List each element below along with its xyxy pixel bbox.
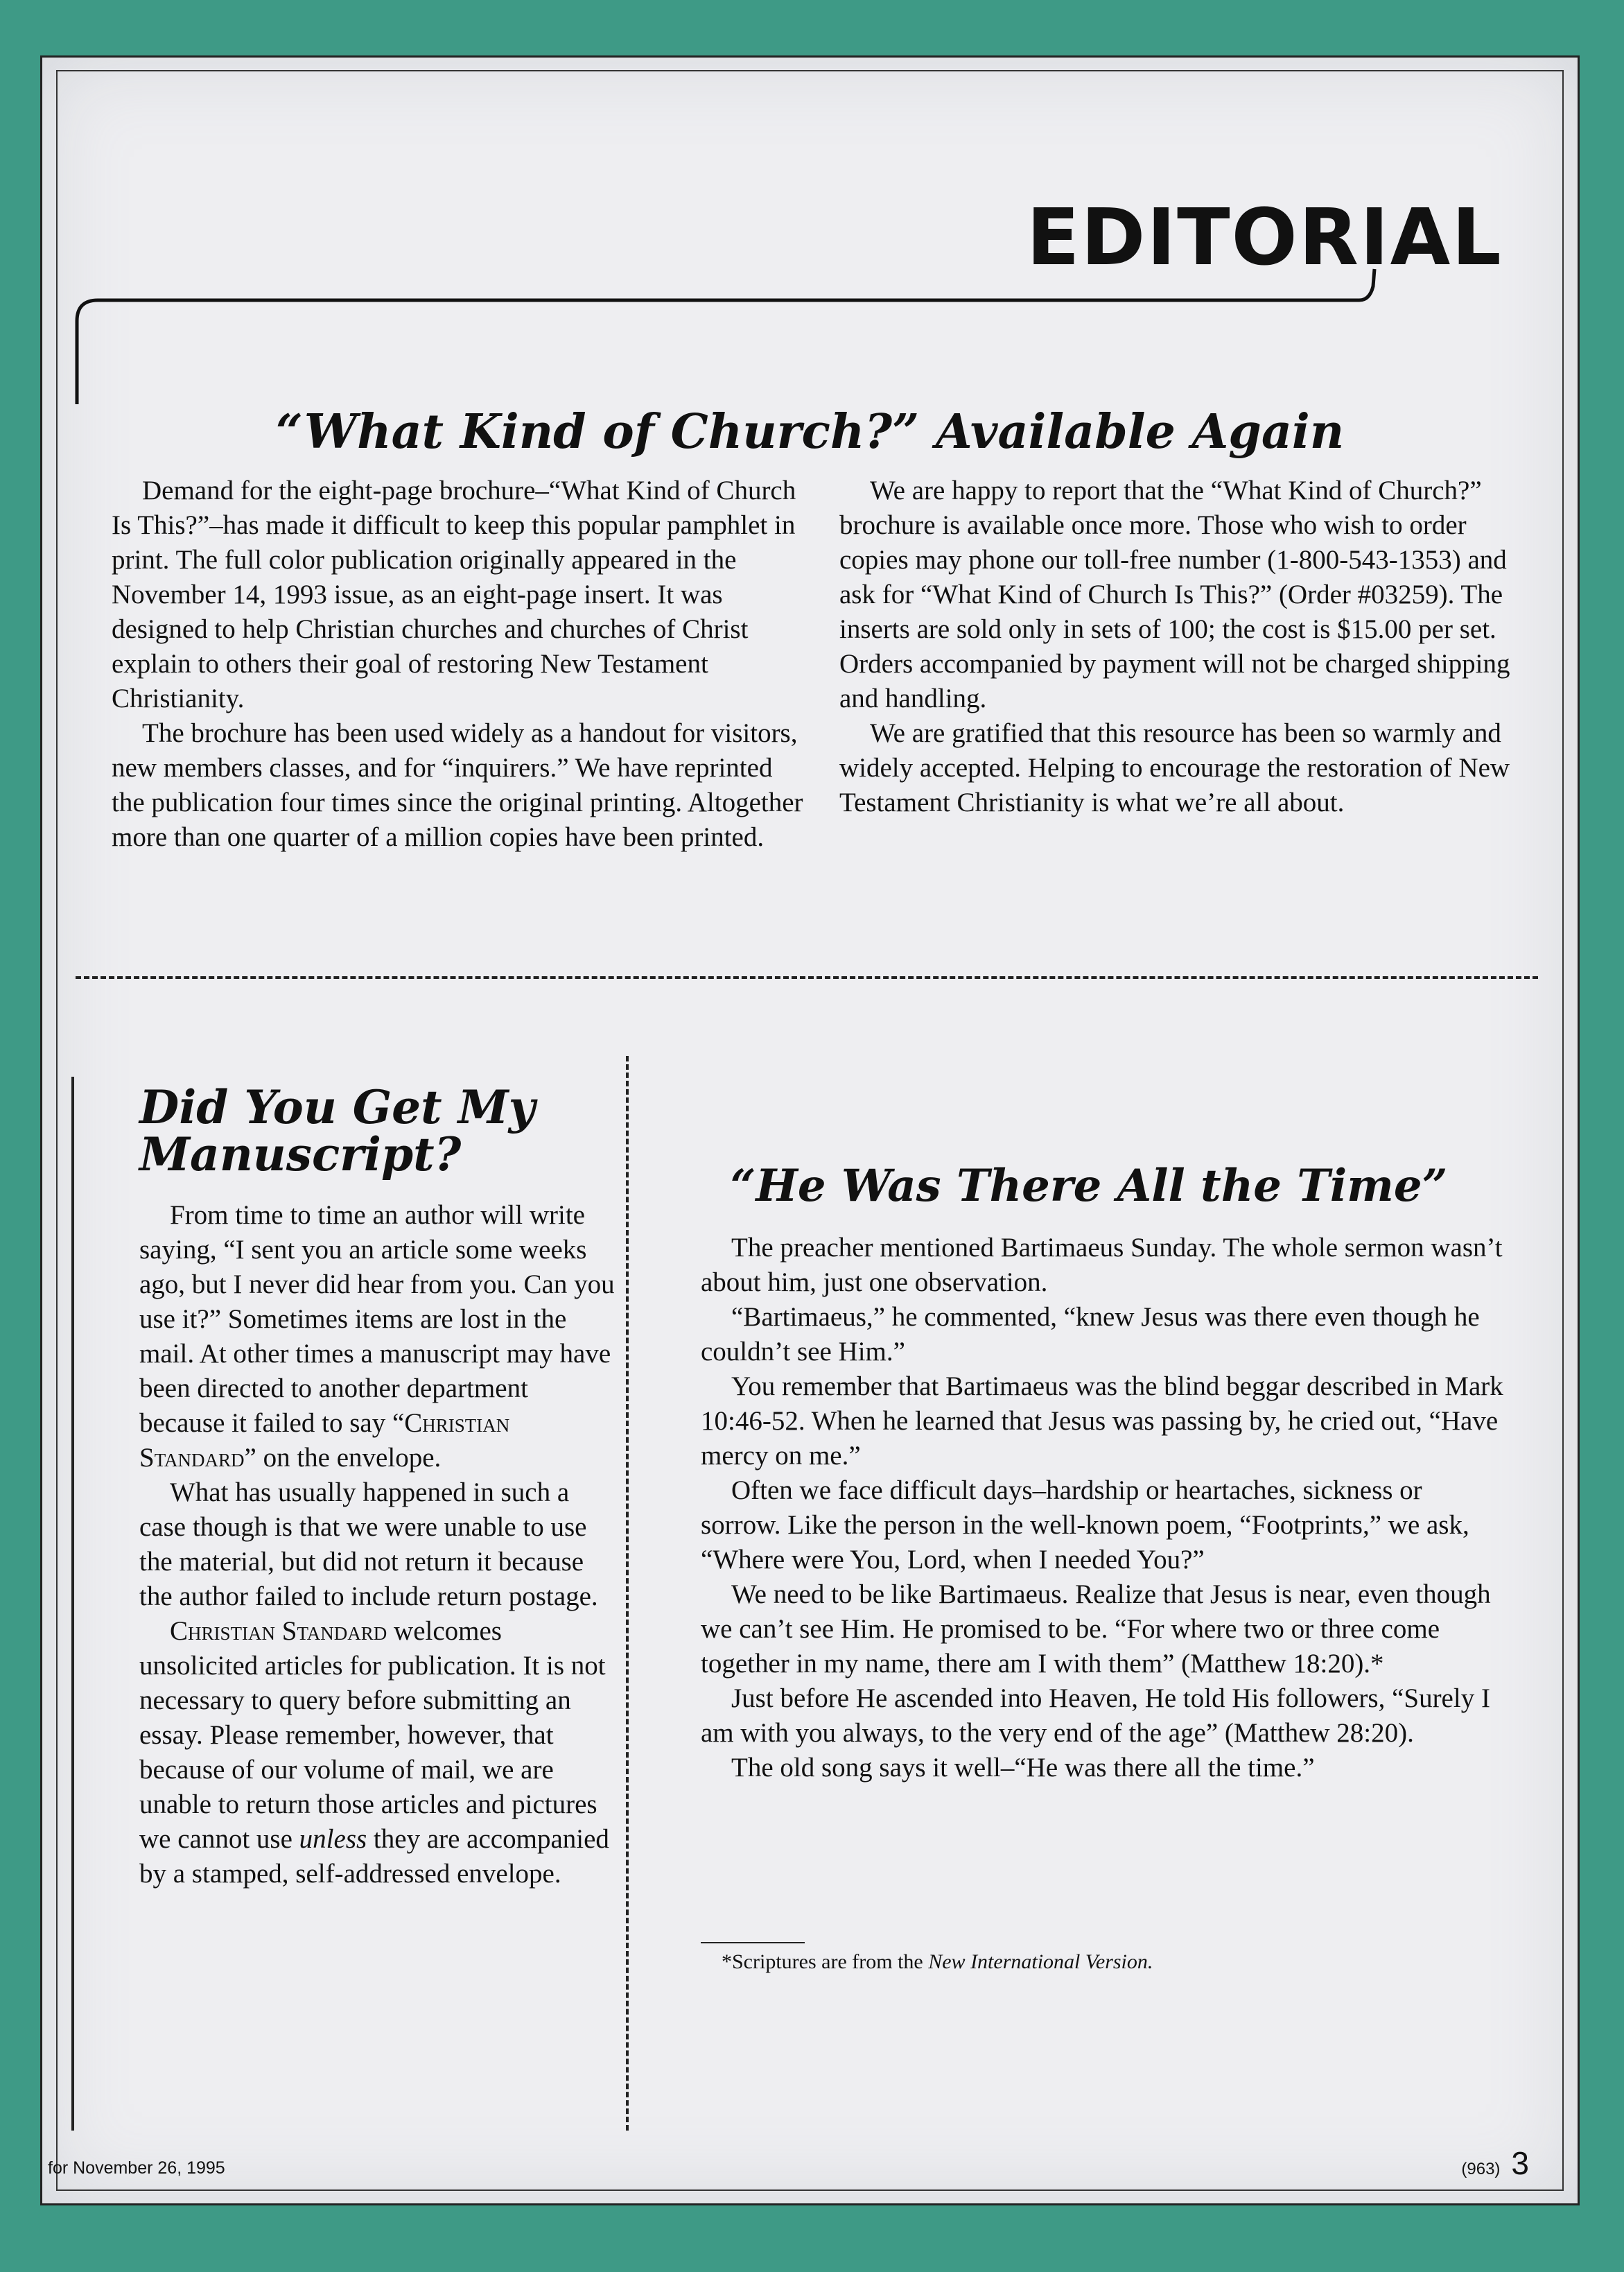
issue-date: for November 26, 1995 [48, 2158, 225, 2178]
article1-headline: “What Kind of Church?” Available Again [275, 404, 1345, 460]
footnote-rule [701, 1942, 805, 1943]
page-number-block [1461, 2144, 1529, 2182]
article3-paragraph: The preacher mentioned Bartimaeus Sunday. The whole sermon wasn’t about him, just one observation. [701, 1233, 1503, 1297]
article2-body [139, 1198, 618, 1891]
footnote: *Scriptures are from the New International Version. [722, 1950, 1153, 1973]
article3-paragraph: Often we face difficult days–hardship or heartaches, sickness or sorrow. Like the person in the well-known poem, “Footprints,” we ask, “Where were You, Lord, when I needed You?” [701, 1475, 1469, 1575]
article3-paragraph: You remember that Bartimaeus was the blind beggar described in Mark 10:46-52. When he learned that Jesus was passing by, he cried out, “Have mercy on me.” [701, 1371, 1503, 1471]
article1-paragraph: We are happy to report that the “What Kind of Church?” brochure is available once more. Those who wish to order copies may phone our toll-free number (1-800-543-1353) and ask for “What Kind of Church Is This?” (Order #03259). The inserts are sold only in sets of 100; the cost is $15.00 per set. Orders accompanied by payment will not be charged shipping and handling. [839, 476, 1510, 713]
article2-paragraph: Christian Standard welcomes unsolicited articles for publication. It is not necessary to query before submitting an essay. Please remember, however, that because of our volume of mail, we are unable to return those articles and pictures we cannot use unless they are accompanied by a stamped, self-addressed envelope. [139, 1616, 609, 1889]
article3-headline: “He Was There All the Time” [730, 1160, 1448, 1212]
article3-paragraph: Just before He ascended into Heaven, He told His followers, “Surely I am with you always, to the very end of the age” (Matthew 28:20). [701, 1683, 1490, 1748]
article2-headline: Did You Get My Manuscript? [139, 1080, 536, 1181]
magazine-page [40, 55, 1580, 2205]
article1-paragraph: The brochure has been used widely as a handout for visitors, new members classes, and for “inquirers.” We have reprinted the publication four times since the original printing. Altogether more than one quarter of a million copies have been printed. [112, 718, 803, 852]
page-code: (963) [1461, 2160, 1501, 2178]
article1-paragraph: We are gratified that this resource has been so warmly and widely accepted. Helping to encourage the restoration of New Testament Christianity is what we’re all about. [839, 718, 1510, 817]
dashed-divider-vertical [626, 1056, 629, 2131]
article1-column-left [112, 474, 812, 855]
page-number: 3 [1511, 2145, 1529, 2181]
masthead-title: EDITORIAL [1027, 193, 1503, 283]
left-rule [71, 1077, 74, 2131]
article3-paragraph: We need to be like Bartimaeus. Realize that Jesus is near, even though we can’t see Him. He promised to be. “For where two or three come together in my name, there am I with them” (Matthew 18:20).* [701, 1579, 1491, 1679]
dashed-divider-horizontal [76, 976, 1538, 979]
editorial-masthead [1027, 193, 1539, 290]
article1-column-right [839, 474, 1539, 820]
article1-paragraph: Demand for the eight-page brochure–“What Kind of Church Is This?”–has made it difficult to keep this popular pamphlet in print. The full color publication originally appeared in the November 14, 1993 issue, as an eight-page insert. It was designed to help Christian churches and churches of Christ explain to others their goal of restoring New Testament Christianity. [112, 476, 796, 713]
article3-body [701, 1231, 1505, 1785]
article2-paragraph: What has usually happened in such a case though is that we were unable to use the material, but did not return it because the author failed to include return postage. [139, 1477, 598, 1611]
article3-paragraph: “Bartimaeus,” he commented, “knew Jesus was there even though he couldn’t see Him.” [701, 1302, 1480, 1367]
article3-paragraph: The old song says it well–“He was there all the time.” [731, 1753, 1315, 1783]
article2-paragraph: From time to time an author will write saying, “I sent you an article some weeks ago, but I never did hear from you. Can you use it?” Sometimes items are lost in the mail. At other times a manuscript may have been directed to another department because it failed to say “Christian Standard” on the envelope. [139, 1200, 615, 1473]
